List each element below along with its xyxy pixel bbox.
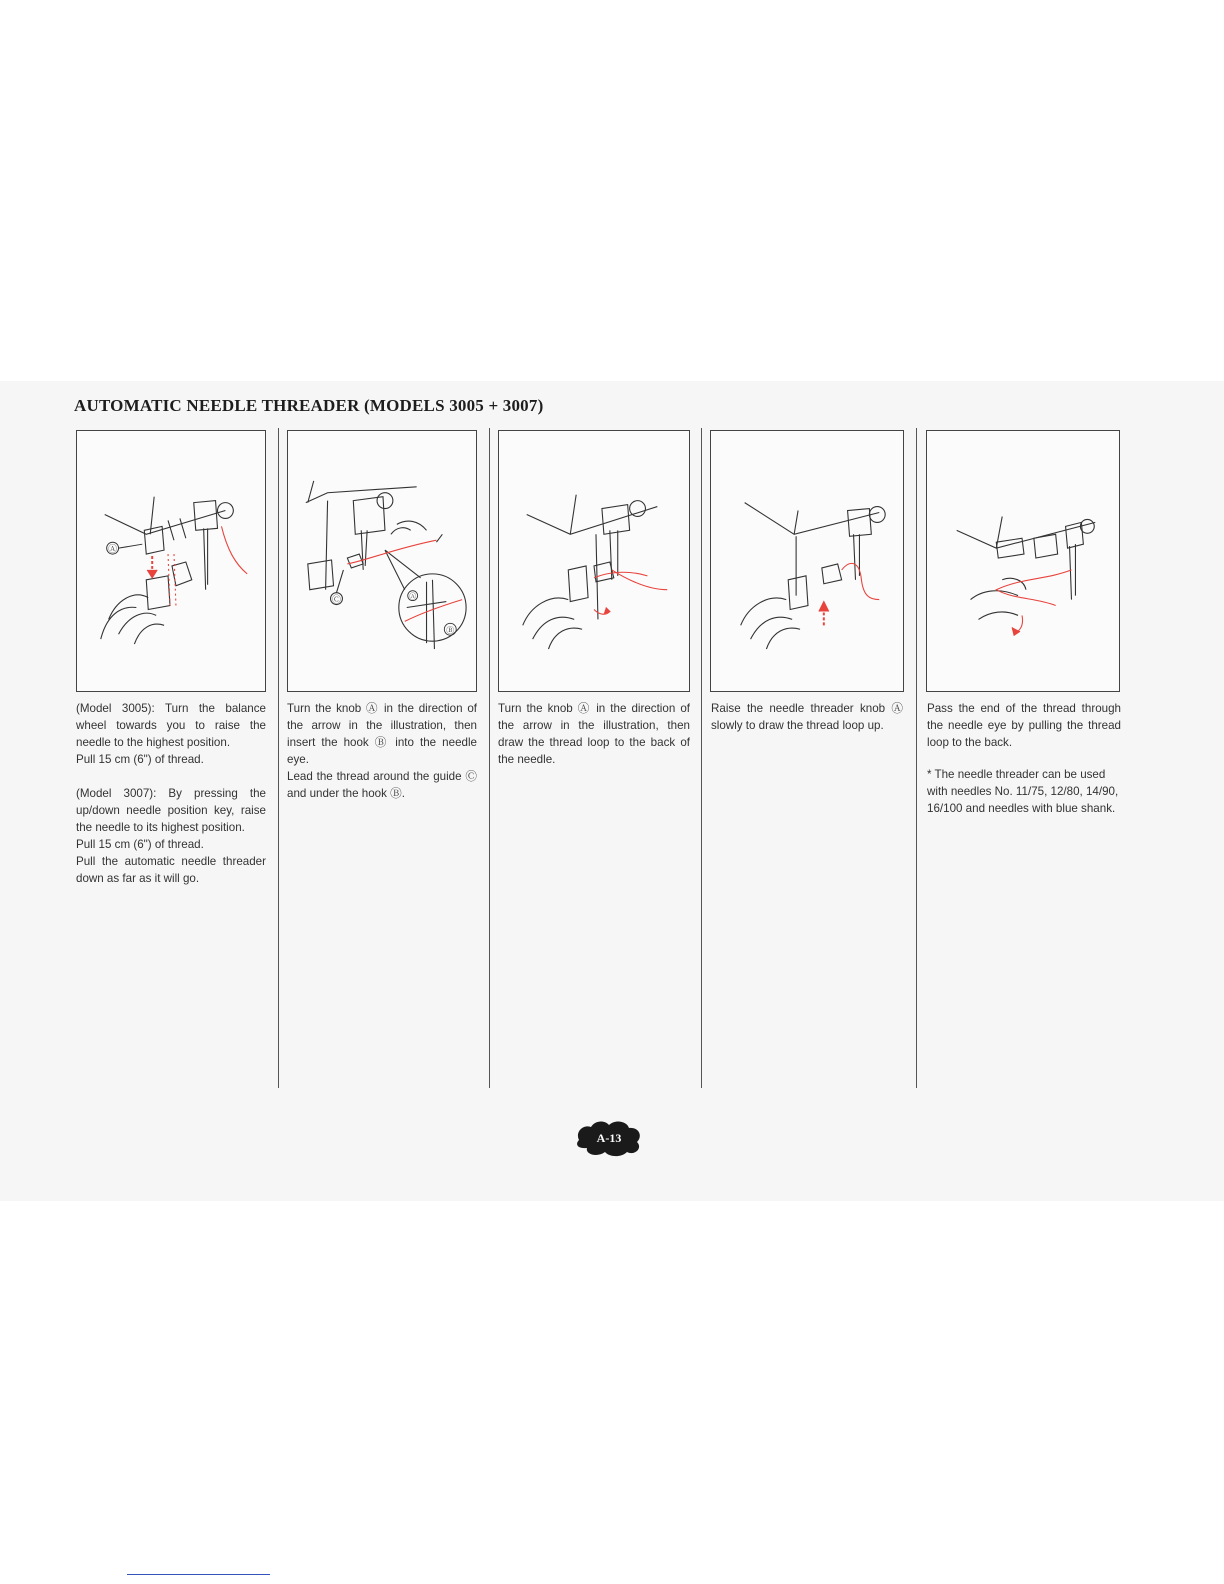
step-1-paragraph: Pull 15 cm (6") of thread. — [76, 838, 204, 851]
page-number: A-13 — [596, 1131, 622, 1145]
column-divider — [489, 428, 490, 1088]
column-divider — [916, 428, 917, 1088]
raise-threader-knob-drawing — [711, 431, 903, 691]
step-5-illustration — [926, 430, 1120, 692]
callout-label: Ⓑ — [446, 626, 455, 636]
step-5-text — [927, 700, 1121, 751]
step-3-text — [498, 700, 690, 768]
needle-compatibility-note: * The needle threader can be used with needles No. 11/75, 12/80, 14/90, 16/100 and needles with blue shank. — [927, 768, 1119, 815]
step-1-paragraph — [76, 768, 266, 785]
step-4-illustration — [710, 430, 904, 692]
pull-thread-through-eye-drawing — [927, 431, 1119, 691]
step-5-paragraph: Pass the end of the thread through the needle eye by pulling the thread loop to the back. — [927, 702, 1121, 749]
hook-into-needle-eye-drawing — [288, 431, 476, 691]
page-number-badge — [573, 1118, 645, 1158]
step-1-paragraph: Pull 15 cm (6") of thread. — [76, 753, 204, 766]
step-2-illustration — [287, 430, 477, 692]
step-2-paragraph: Turn the knob Ⓐ in the direction of the arrow in the illustration, then insert the hook Ⓑ into the needle eye. — [287, 702, 477, 766]
callout-label: Ⓐ — [409, 592, 417, 601]
step-4-text — [711, 700, 903, 734]
column-divider — [278, 428, 279, 1088]
step-1-paragraph: Pull the automatic needle threader down as far as it will go. — [76, 855, 266, 885]
step-1-paragraph: (Model 3005): Turn the balance wheel towards you to raise the needle to the highest position. — [76, 702, 266, 749]
draw-thread-loop-back-drawing — [499, 431, 689, 691]
step-1-paragraph: (Model 3007): By pressing the up/down needle position key, raise the needle to its highest position. — [76, 787, 266, 834]
step-3-paragraph: Turn the knob Ⓐ in the direction of the arrow in the illustration, then draw the thread loop to the back of the needle. — [498, 702, 690, 766]
step-2-paragraph: Lead the thread around the guide Ⓒ and under the hook Ⓑ. — [287, 770, 477, 800]
step-4-paragraph: Raise the needle threader knob Ⓐ slowly to draw the thread loop up. — [711, 702, 903, 732]
step-1-illustration — [76, 430, 266, 692]
footer-underline — [127, 1574, 270, 1575]
step-2-text — [287, 700, 477, 802]
callout-label: Ⓐ — [108, 545, 118, 556]
step-3-illustration — [498, 430, 690, 692]
step-1-text — [76, 700, 266, 887]
needle-threader-pull-down-drawing — [77, 431, 265, 691]
column-divider — [701, 428, 702, 1088]
callout-label: Ⓒ — [332, 595, 341, 606]
page-title: AUTOMATIC NEEDLE THREADER (MODELS 3005 + 3007) — [74, 396, 544, 415]
